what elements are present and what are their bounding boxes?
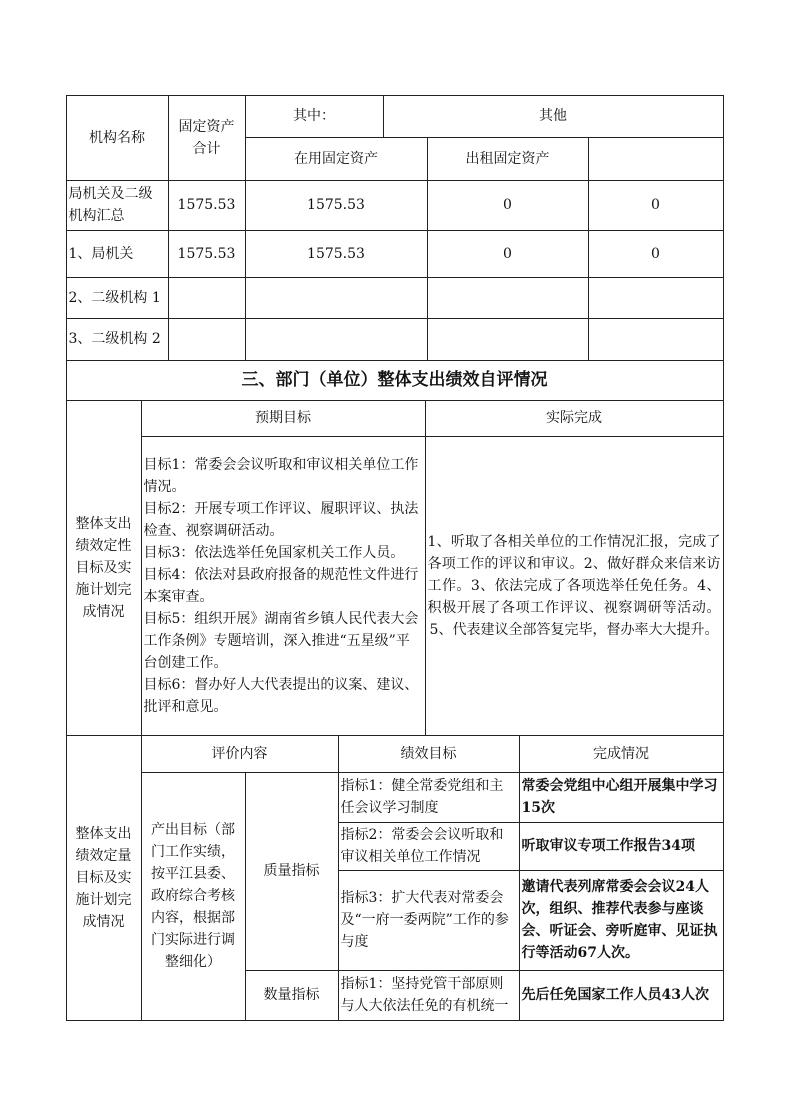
asset-cell-total xyxy=(168,277,246,319)
asset-cell-total xyxy=(168,318,246,361)
expected-goal: 目标3：依法选举任免国家机关工作人员。 xyxy=(143,544,405,561)
asset-cell-name: 3、二级机构 2 xyxy=(66,318,169,361)
quality-completion: 常委会党组中心组开展集中学习15次 xyxy=(519,772,724,823)
header-of-which: 其中： xyxy=(245,95,384,138)
expected-goal: 目标5：组织开展》湖南省乡镇人民代表大会工作条例》专题培训，深入推进“五星级”平台创建工作。 xyxy=(143,610,419,671)
asset-cell-other: 0 xyxy=(588,230,724,278)
asset-cell-name: 2、二级机构 1 xyxy=(66,277,169,319)
asset-cell-in-use xyxy=(245,277,428,319)
asset-cell-leased xyxy=(427,277,589,319)
quality-target: 指标3：扩大代表对常委会及“一府一委两院”工作的参与度 xyxy=(338,870,520,971)
expected-goal: 目标6：督办好人大代表提出的议案、建议、批评和意见。 xyxy=(143,676,419,715)
quality-indicator-label: 质量指标 xyxy=(245,772,339,971)
actual-header: 实际完成 xyxy=(425,400,724,437)
asset-cell-other: 0 xyxy=(588,180,724,231)
asset-cell-in-use xyxy=(245,318,428,361)
actual-completion: 1、听取了各相关单位的工作情况汇报，完成了各项工作的评议和审议。2、做好群众来信来访工作。3、依法完成了各项选举任免任务。4、积极开展了各项工作评议、视察调研等活动。5、代表建议全部答复完毕，督办率大大提升。 xyxy=(425,436,724,736)
asset-cell-in-use: 1575.53 xyxy=(245,180,428,231)
content-header: 评价内容 xyxy=(141,735,339,773)
quality-target: 指标2：常委会会议听取和审议相关单位工作情况 xyxy=(338,822,520,871)
header-total: 固定资产合计 xyxy=(168,95,246,181)
output-goal: 产出目标（部门工作实绩，按平江县委、政府综合考核内容，根据部门实际进行调整细化） xyxy=(141,772,246,1021)
asset-cell-leased: 0 xyxy=(427,230,589,278)
quantity-completion: 先后任免国家工作人员43人次 xyxy=(519,970,724,1021)
expected-header: 预期目标 xyxy=(141,400,426,437)
expected-goal: 目标4：依法对县政府报备的规范性文件进行本案审查。 xyxy=(143,566,419,605)
header-in-use: 在用固定资产 xyxy=(245,137,428,181)
asset-cell-other xyxy=(588,318,724,361)
expected-goal: 目标1：常委会会议听取和审议相关单位工作情况。 xyxy=(143,456,419,495)
header-leased: 出租固定资产 xyxy=(427,137,589,181)
header-org-name: 机构名称 xyxy=(66,95,169,181)
quality-completion: 邀请代表列席常委会会议24人次，组织、推荐代表参与座谈会、听证会、旁听庭审、见证执行等活动67人次。 xyxy=(519,870,724,971)
asset-cell-leased xyxy=(427,318,589,361)
quantity-indicator-label: 数量指标 xyxy=(245,970,339,1021)
quality-target: 指标1：健全常委党组和主任会议学习制度 xyxy=(338,772,520,823)
section-title: 三、部门（单位）整体支出绩效自评情况 xyxy=(66,360,724,401)
asset-cell-leased: 0 xyxy=(427,180,589,231)
header-other: 其他 xyxy=(383,95,724,138)
quantitative-label: 整体支出绩效定量目标及实施计划完成情况 xyxy=(66,735,142,1021)
asset-cell-in-use: 1575.53 xyxy=(245,230,428,278)
target-header: 绩效目标 xyxy=(338,735,520,773)
asset-cell-name: 1、局机关 xyxy=(66,230,169,278)
header-blank xyxy=(588,137,724,181)
expected-goals xyxy=(141,436,426,736)
completion-header: 完成情况 xyxy=(519,735,724,773)
quality-completion: 听取审议专项工作报告34项 xyxy=(519,822,724,871)
expected-goal: 目标2：开展专项工作评议、履职评议、执法检查、视察调研活动。 xyxy=(143,500,419,539)
asset-cell-total: 1575.53 xyxy=(168,230,246,278)
qualitative-label: 整体支出绩效定性目标及实施计划完成情况 xyxy=(66,400,142,736)
asset-cell-name: 局机关及二级机构汇总 xyxy=(66,180,169,231)
quantity-target: 指标1：坚持党管干部原则与人大依法任免的有机统一 xyxy=(338,970,520,1021)
asset-cell-total: 1575.53 xyxy=(168,180,246,231)
asset-cell-other xyxy=(588,277,724,319)
